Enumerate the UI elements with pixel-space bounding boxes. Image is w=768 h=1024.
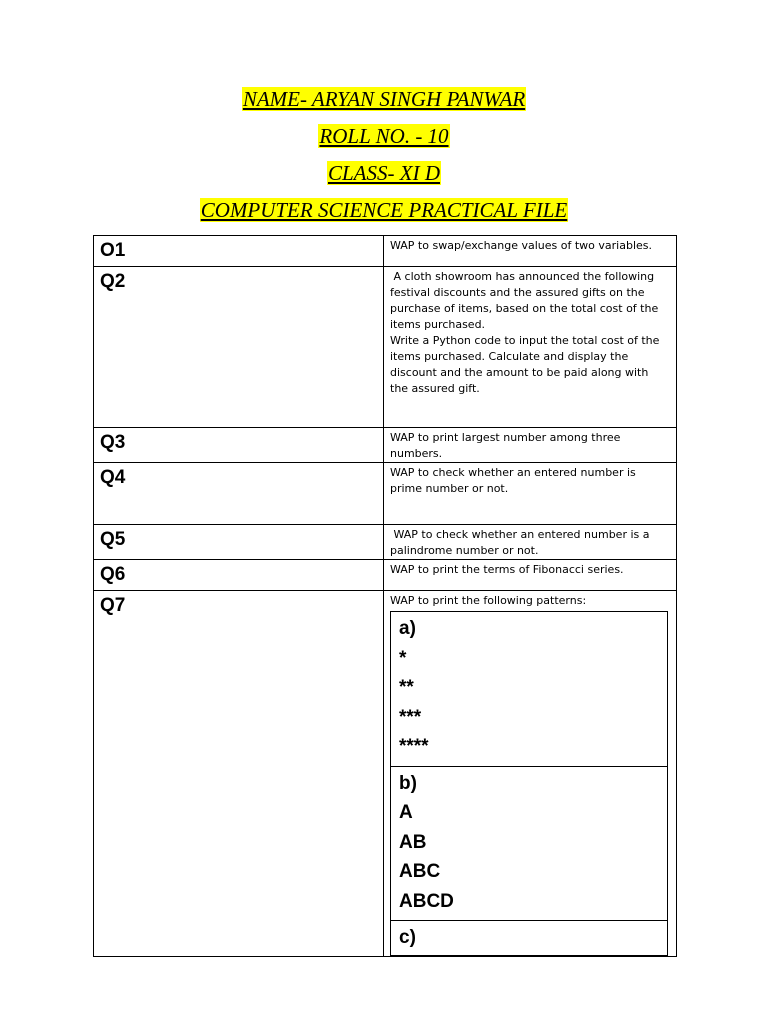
questions-table <box>93 235 677 957</box>
question-text: WAP to check whether an entered number is a palindrome number or not. <box>384 525 677 560</box>
pattern-line: *** <box>399 706 422 728</box>
pattern-line: ** <box>399 677 414 698</box>
question-text: WAP to print the terms of Fibonacci series. <box>384 560 677 591</box>
pattern-line: b) <box>399 772 417 794</box>
question-row-5 <box>94 525 677 560</box>
question-row-2 <box>94 267 677 428</box>
question-label: Q3 <box>94 428 384 463</box>
question-label: Q4 <box>94 463 384 525</box>
document-header <box>0 86 768 234</box>
question-row-7 <box>94 591 677 957</box>
student-name: NAME- ARYAN SINGH PANWAR <box>242 87 526 111</box>
question-text: WAP to print largest number among three numbers. <box>384 428 677 463</box>
pattern-line: * <box>399 647 407 669</box>
question-label: O1 <box>94 236 384 267</box>
question-text: WAP to check whether an entered number is prime number or not. <box>384 463 677 525</box>
pattern-b <box>391 767 667 922</box>
class-label: CLASS- XI D <box>328 161 440 185</box>
document-title: COMPUTER SCIENCE PRACTICAL FILE <box>200 198 568 222</box>
pattern-line: a) <box>399 618 416 639</box>
pattern-c <box>391 921 667 955</box>
pattern-line: AB <box>399 831 427 853</box>
question-row-6 <box>94 560 677 591</box>
question-text: A cloth showroom has announced the following festival discounts and the assured gifts on the purchase of items, based on the total cost of the items purchased. Write a Python code to input the total cost of the items purchased. Calculate and display the discount and the amount to be paid along with the assured gift. <box>384 267 677 428</box>
question-label: Q2 <box>94 267 384 428</box>
pattern-line: **** <box>399 736 429 757</box>
pattern-a <box>391 612 667 767</box>
patterns-table <box>390 611 668 956</box>
question-row-4 <box>94 463 677 525</box>
roll-number: ROLL NO. - 10 <box>319 124 449 148</box>
pattern-line: c) <box>399 927 416 948</box>
question-label: Q5 <box>94 525 384 560</box>
question-text: WAP to swap/exchange values of two variables. <box>384 236 677 267</box>
pattern-line: ABCD <box>399 890 454 912</box>
question-label: Q7 <box>94 591 384 957</box>
question-text: WAP to print the following patterns: a) * ** *** **** b) A AB ABC ABCD c) <box>384 591 677 957</box>
question-label: Q6 <box>94 560 384 591</box>
pattern-line: A <box>399 802 413 823</box>
pattern-line: ABC <box>399 861 441 882</box>
question-row-3 <box>94 428 677 463</box>
question-row-1 <box>94 236 677 267</box>
